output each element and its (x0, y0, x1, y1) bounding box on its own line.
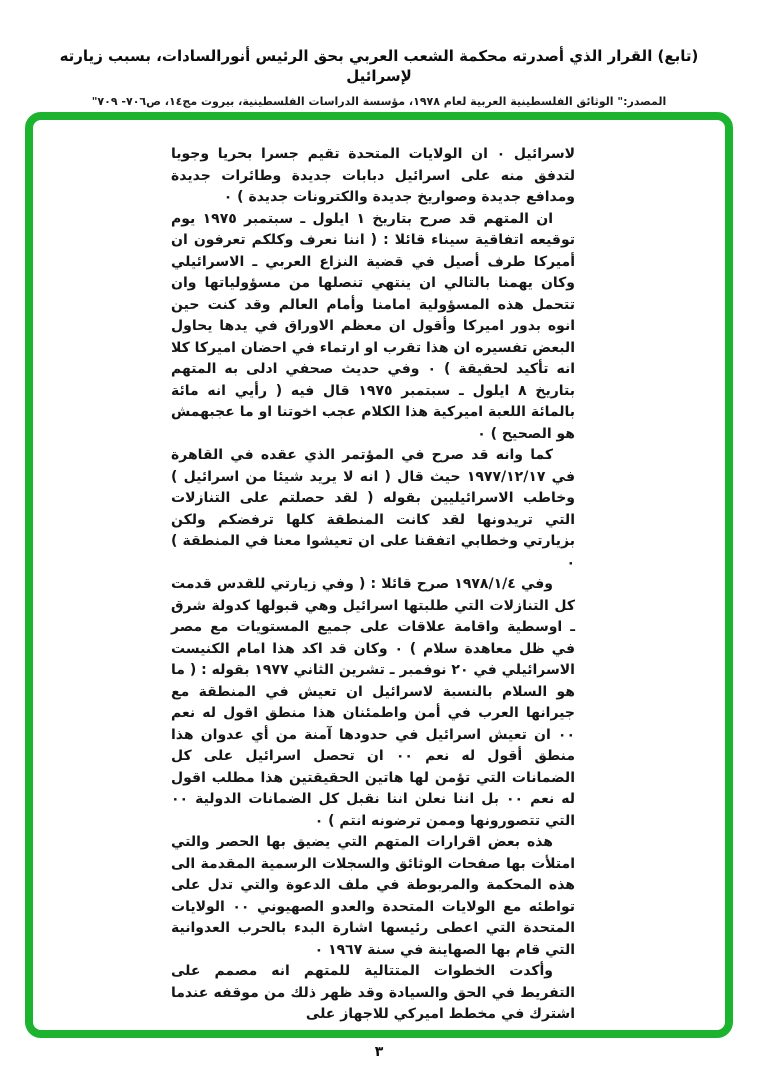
page-header (0, 46, 758, 109)
header-title: (تابع) القرار الذي أصدرته محكمة الشعب العربي بحق الرئيس أنورالسادات، بسبب زيارته لإسرائيل (59, 47, 699, 85)
body-paragraph: ان المتهم قد صرح بتاريخ ١ ايلول ـ سبتمبر ١٩٧٥ يوم توقيعه اتفاقية سيناء قائلا : ( اننا نعرف وكلكم تعرفون ان أميركا طرف أصيل في قضية النزاع العربي ـ الاسرائيلي وكان يهمنا بالتالي ان ينتهي تنصلها من مسؤولياتها وان تتحمل هذه المسؤولية امامنا وأمام العالم وقد كنت حين انوه بدور اميركا وأقول ان معظم الاوراق في يدها يحاول البعض تفسيره ان هذا تقرب او ارتماء في احضان اميركا كلا انه تأكيد لحقيقة ) ٠ وفي حديث صحفي ادلى به المتهم بتاريخ ٨ ايلول ـ سبتمبر ١٩٧٥ قال فيه ( رأيي انه مائة بالمائة اللعبة اميركية هذا الكلام عجب اخوتنا او ما عجبهمش هو الصحيح ) ٠ (171, 210, 576, 442)
body-paragraph: لاسرائيل ٠ ان الولايات المتحدة تقيم جسرا بحريا وجويا لتدفق منه على اسرائيل دبابات جديدة وطائرات جديدة ومدافع جديدة وصواريخ جديدة والكترونات جديدة ) ٠ (171, 146, 576, 205)
body-paragraph: وأكدت الخطوات المتتالية للمتهم انه مصمم على التفريط في الحق والسيادة وقد ظهر ذلك من موقفه عندما اشترك في مخطط اميركي للاجهاز على (171, 963, 575, 1022)
body-paragraph: هذه بعض اقرارات المتهم التي يضيق بها الحصر والتي امتلأت بها صفحات الوثائق والسجلات الرسمية المقدمة الى هذه المحكمة والمربوطة في ملف الدعوة والتي تدل على تواطئه مع الولايات المتحدة والعدو الصهيوني ٠٠ الولايات المتحدة التي اعطى رئيسها اشارة البدء بالحرب العدوانية التي قام بها الصهاينة في سنة ١٩٦٧ ٠ (171, 834, 575, 958)
header-source-line: المصدر:" الوثائق الفلسطينية العربية لعام ١٩٧٨، مؤسسة الدراسات الفلسطينية، بيروت مج١٤، ص٧٠٦- ٧٠٩" (91, 95, 667, 108)
document-body (33, 120, 725, 1030)
body-paragraph: كما وانه قد صرح في المؤتمر الذي عقده في القاهرة في ١٩٧٧/١٢/١٧ حيث قال ( انه لا يريد شيئا من اسرائيل ) وخاطب الاسرائيليين بقوله ( لقد حصلتم على التنازلات التي تريدونها لقد كانت المنطقة كلها ترفضكم ولكن بزيارتي وخطابي اتفقنا على ان تعيشوا معنا في المنطقة ) ٠ (171, 447, 575, 571)
green-border-box (25, 112, 733, 1038)
page-number: ٣ (374, 1044, 384, 1060)
body-paragraph: وفي ١٩٧٨/١/٤ صرح قائلا : ( وفي زيارتي للقدس قدمت كل التنازلات التي طلبتها اسرائيل وهي قبولها كدولة شرق ـ اوسطية واقامة علاقات على جميع المستويات مع مصر في ظل معاهدة سلام ) ٠ وكان قد اكد هذا امام الكنيست الاسرائيلي في ٢٠ نوفمبر ـ تشرين الثاني ١٩٧٧ بقوله : ( ما هو السلام بالنسبة لاسرائيل ان تعيش في المنطقة مع جيرانها العرب في أمن واطمئنان هذا منطق اقول له نعم ٠٠ ان تعيش اسرائيل في حدودها آمنة من أي عدوان هذا منطق أقول له نعم ٠٠ ان تحصل اسرائيل على كل الضمانات التي تؤمن لها هاتين الحقيقتين هذا مطلب اقول له نعم ٠٠ بل اننا نعلن اننا نقبل كل الضمانات الدولية ٠٠ التي تتصورونها وممن ترضونه انتم ) ٠ (171, 576, 575, 829)
